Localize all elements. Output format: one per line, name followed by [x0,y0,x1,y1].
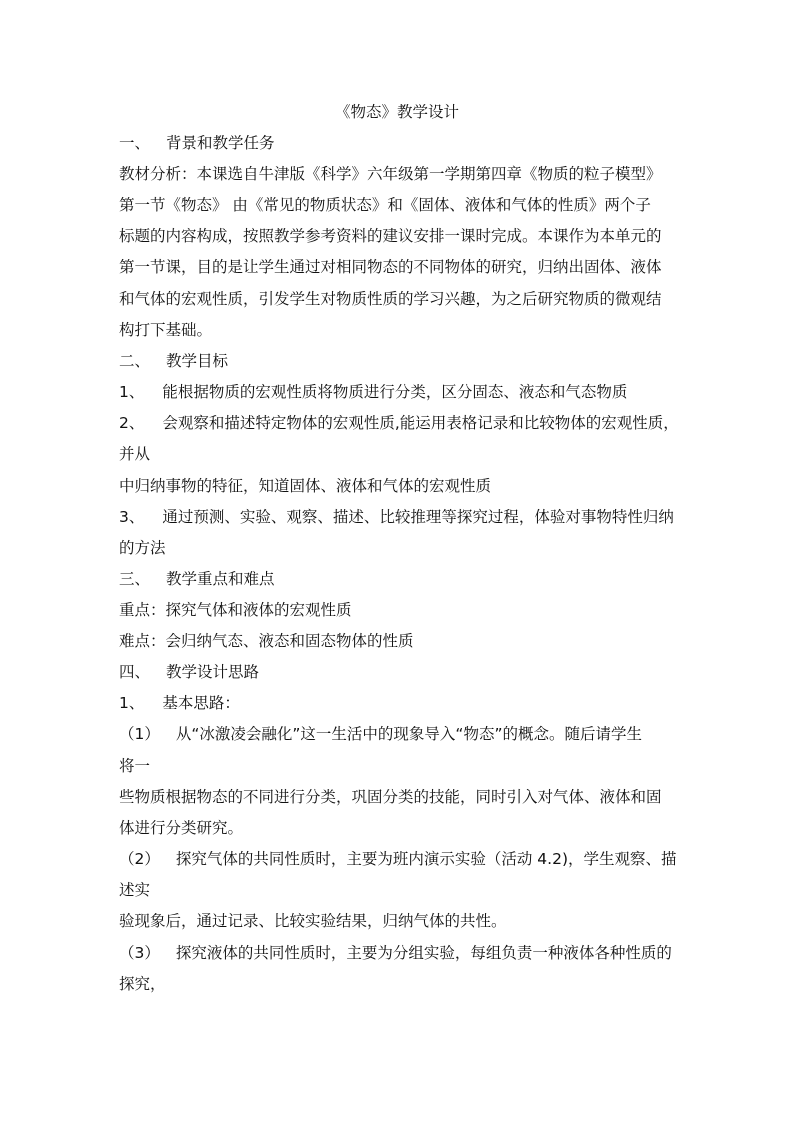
list-item-continuation: 中归纳事物的特征，知道固体、液体和气体的宏观性质 [119,477,492,495]
section-heading-design [119,661,259,683]
list-item-continuation: 并从 [119,445,151,463]
list-text: 探究液体的共同性质时，主要为分组实验，每组负责一种液体各种性质的 [175,944,672,962]
list-number: （1） [119,725,160,743]
list-item [119,848,677,870]
list-text: 探究气体的共同性质时，主要为班内演示实验（活动 4.2)，学生观察、描 [175,850,677,868]
focus-text: 重点：探究气体和液体的宏观性质 [119,601,352,619]
list-number: 1、 [119,383,145,401]
section-heading-background [119,132,275,154]
paragraph-line: 教材分析：本课选自牛津版《科学》六年级第一学期第四章《物质的粒子模型》 [119,165,662,183]
paragraph-line: 第一节课，目的是让学生通过对相同物态的不同物体的研究，归纳出固体、液体 [119,258,662,276]
list-item [119,412,679,434]
list-text: 通过预测、实验、观察、描述、比较推理等探究过程，体验对事物特性归纳 [162,508,674,526]
list-item [119,723,642,745]
list-number: （3） [119,944,160,962]
section-number: 四、 [119,663,151,681]
list-item-continuation: 体进行分类研究。 [119,819,244,837]
section-number: 一、 [119,134,151,152]
list-number: （2） [119,850,160,868]
section-heading-key-points [119,568,275,590]
page-title: 《物态》教学设计 [334,103,459,121]
difficulty-text: 难点：会归纳气态、液态和固态物体的性质 [119,632,414,650]
section-number: 二、 [119,352,151,370]
list-number: 3、 [119,508,145,526]
paragraph-line: 第一节《物态》 由《常见的物质状态》和《固体、液体和气体的性质》两个子 [119,196,651,214]
paragraph-line: 和气体的宏观性质，引发学生对物质性质的学习兴趣，为之后研究物质的微观结 [119,290,662,308]
list-number: 2、 [119,414,145,432]
list-item-continuation: 探究， [119,975,166,993]
list-item-continuation: 的方法 [119,539,166,557]
section-title: 教学重点和难点 [166,570,275,588]
list-item [119,381,627,403]
list-item [119,692,240,714]
list-text: 会观察和描述特定物体的宏观性质,能运用表格记录和比较物体的宏观性质， [162,414,679,432]
list-item-continuation: 将一 [119,757,151,775]
section-title: 教学设计思路 [166,663,260,681]
list-item [119,942,672,964]
paragraph-line: 构打下基础。 [119,321,213,339]
list-item-continuation: 述实 [119,881,151,899]
list-item-continuation: 验现象后，通过记录、比较实验结果，归纳气体的共性。 [119,912,507,930]
section-heading-objectives [119,350,228,372]
section-title: 背景和教学任务 [166,134,275,152]
section-number: 三、 [119,570,151,588]
list-number: 1、 [119,694,145,712]
list-item [119,506,674,528]
list-text: 基本思路： [162,694,240,712]
section-title: 教学目标 [166,352,229,370]
list-item-continuation: 些物质根据物态的不同进行分类，巩固分类的技能，同时引入对气体、液体和固 [119,788,662,806]
paragraph-line: 标题的内容构成，按照教学参考资料的建议安排一课时完成。本课作为本单元的 [119,227,662,245]
list-text: 能根据物质的宏观性质将物质进行分类，区分固态、液态和气态物质 [162,383,628,401]
list-text: 从“冰激凌会融化”这一生活中的现象导入“物态”的概念。随后请学生 [175,725,642,743]
